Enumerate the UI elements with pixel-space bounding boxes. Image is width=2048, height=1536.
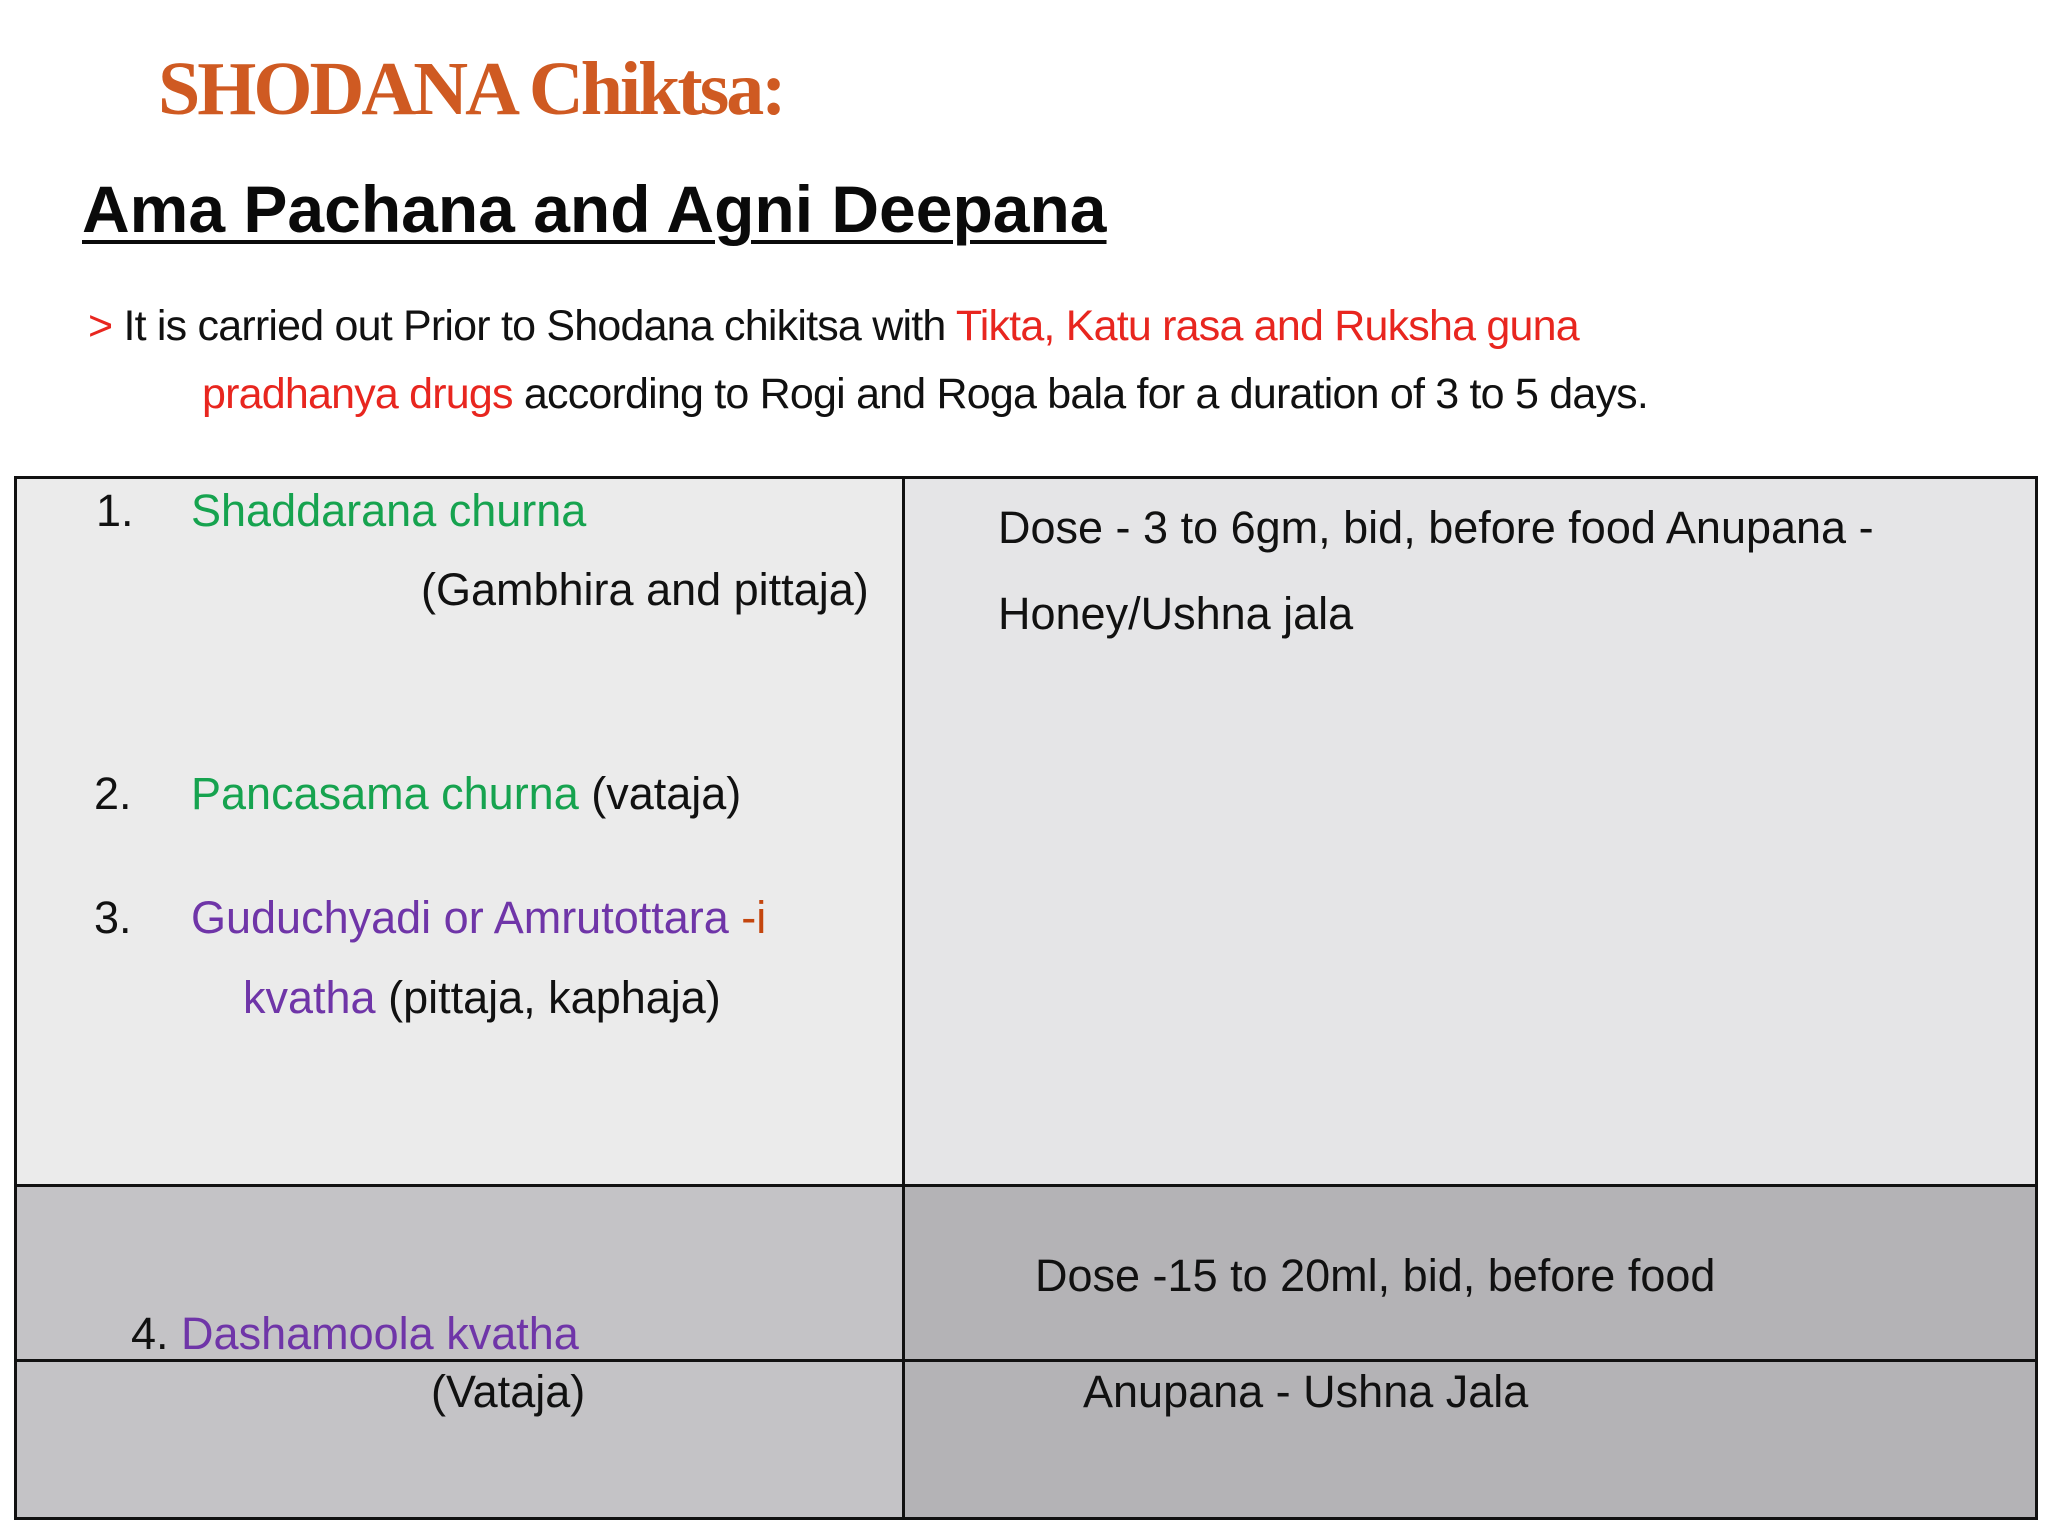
cell-dose-2	[903, 1185, 2035, 1517]
item-4-line	[131, 1309, 579, 1359]
item-4-name: Dashamoola kvatha	[181, 1308, 579, 1359]
item-2-line	[191, 769, 741, 819]
item-3-name: Guduchyadi or Amrutottara	[191, 892, 742, 943]
dose-1-line-1: Dose - 3 to 6gm, bid, before food Anupana -	[998, 502, 1874, 553]
cell-dose-1	[903, 479, 2035, 1185]
dose-2-line-2: Anupana - Ushna Jala	[1083, 1366, 1529, 1417]
item-4-note: (Vataja)	[431, 1366, 586, 1417]
item-2-number: 2.	[94, 768, 132, 819]
dosage-table	[14, 476, 2038, 1520]
table-divider-horizontal-1	[17, 1184, 2035, 1187]
item-3-line-1	[191, 893, 766, 943]
item-2-note: (vataja)	[578, 768, 742, 819]
intro-line-2	[88, 360, 1988, 428]
intro-highlight-1: Tikta, Katu rasa and Ruksha guna	[955, 302, 1579, 350]
dose-2-line-1: Dose -15 to 20ml, bid, before food	[1035, 1250, 1716, 1301]
item-3-number: 3.	[94, 892, 132, 943]
item-1-number: 1.	[96, 485, 134, 536]
intro-text-2: according to Rogi and Roga bala for a duration of 3 to 5 days.	[512, 370, 1648, 418]
slide-title: SHODANA Chiktsa:	[158, 47, 784, 131]
item-4-number: 4.	[131, 1308, 182, 1359]
item-3-line-2	[243, 973, 721, 1023]
item-2-name: Pancasama churna	[191, 768, 579, 819]
slide-subtitle: Ama Pachana and Agni Deepana	[82, 172, 1107, 246]
item-1-name: Shaddarana churna	[191, 485, 587, 536]
intro-paragraph	[88, 292, 1988, 428]
item-1-note: (Gambhira and pittaja)	[421, 564, 869, 615]
table-divider-horizontal-2	[17, 1359, 2035, 1362]
intro-text-1: It is carried out Prior to Shodana chikitsa with	[112, 302, 956, 350]
arrow-bullet-icon: >	[88, 302, 113, 350]
item-3-suffix: -i	[741, 892, 767, 943]
dose-1-line-2: Honey/Ushna jala	[998, 588, 1354, 639]
item-3-name-2: kvatha	[243, 972, 376, 1023]
intro-highlight-2: pradhanya drugs	[202, 370, 513, 418]
item-3-note: (pittaja, kaphaja)	[375, 972, 721, 1023]
